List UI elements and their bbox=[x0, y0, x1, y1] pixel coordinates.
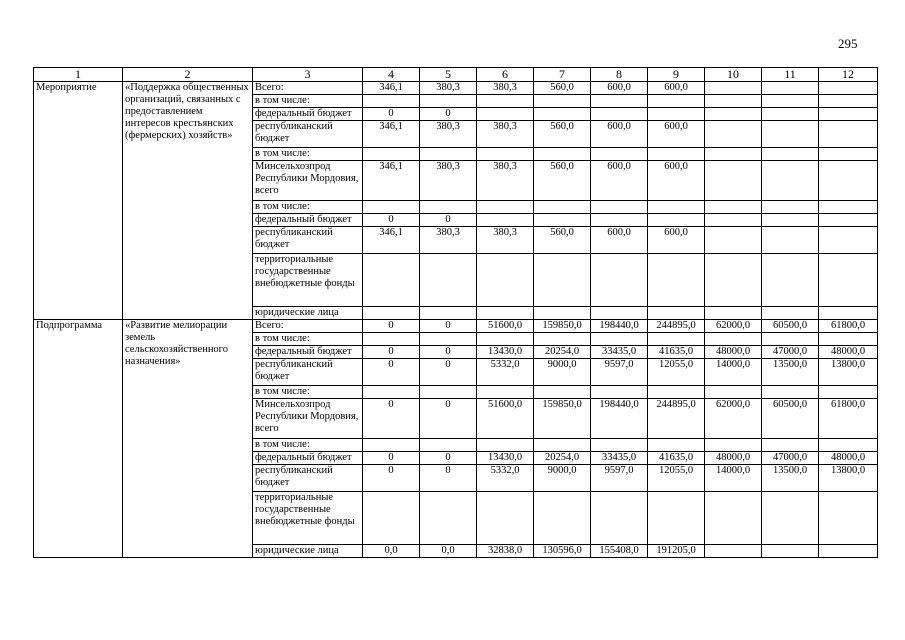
value-cell-col-6: 380,3 bbox=[477, 121, 534, 148]
value-cell-col-11 bbox=[762, 307, 819, 320]
value-cell-col-5: 380,3 bbox=[420, 161, 477, 201]
value-cell-col-12 bbox=[819, 161, 878, 201]
value-cell-col-12: 61800,0 bbox=[819, 399, 878, 439]
value-cell-col-5: 0 bbox=[420, 320, 477, 333]
value-cell-col-7: 560,0 bbox=[534, 121, 591, 148]
value-cell-col-10 bbox=[705, 545, 762, 558]
header-row bbox=[34, 68, 878, 82]
table-row bbox=[34, 82, 878, 95]
value-cell-col-11: 47000,0 bbox=[762, 452, 819, 465]
value-cell-col-4: 0,0 bbox=[363, 545, 420, 558]
funding-source-label: федеральный бюджет bbox=[253, 346, 363, 359]
table-body bbox=[34, 82, 878, 558]
value-cell-col-9 bbox=[648, 492, 705, 545]
value-cell-col-6: 380,3 bbox=[477, 227, 534, 254]
value-cell-col-12 bbox=[819, 227, 878, 254]
value-cell-col-8: 198440,0 bbox=[591, 320, 648, 333]
value-cell-col-10 bbox=[705, 82, 762, 95]
value-cell-col-7: 9000,0 bbox=[534, 465, 591, 492]
value-cell-col-4: 0 bbox=[363, 452, 420, 465]
value-cell-col-11 bbox=[762, 545, 819, 558]
value-cell-col-9: 600,0 bbox=[648, 82, 705, 95]
value-cell-col-4: 346,1 bbox=[363, 121, 420, 148]
value-cell-col-9: 12055,0 bbox=[648, 465, 705, 492]
value-cell-col-6 bbox=[477, 201, 534, 214]
value-cell-col-12 bbox=[819, 108, 878, 121]
value-cell-col-11 bbox=[762, 439, 819, 452]
value-cell-col-8 bbox=[591, 95, 648, 108]
value-cell-col-8: 600,0 bbox=[591, 227, 648, 254]
value-cell-col-5 bbox=[420, 201, 477, 214]
value-cell-col-7: 159850,0 bbox=[534, 320, 591, 333]
value-cell-col-8 bbox=[591, 201, 648, 214]
value-cell-col-9 bbox=[648, 307, 705, 320]
value-cell-col-12 bbox=[819, 254, 878, 307]
value-cell-col-9: 600,0 bbox=[648, 227, 705, 254]
value-cell-col-4: 346,1 bbox=[363, 227, 420, 254]
funding-source-label: Минсельхозпрод Республики Мордовия, всего bbox=[253, 161, 363, 201]
funding-source-label: федеральный бюджет bbox=[253, 108, 363, 121]
value-cell-col-5: 380,3 bbox=[420, 227, 477, 254]
value-cell-col-5: 0 bbox=[420, 108, 477, 121]
value-cell-col-5: 380,3 bbox=[420, 82, 477, 95]
value-cell-col-7 bbox=[534, 307, 591, 320]
value-cell-col-10 bbox=[705, 386, 762, 399]
value-cell-col-11: 13500,0 bbox=[762, 465, 819, 492]
funding-source-label: в том числе: bbox=[253, 386, 363, 399]
value-cell-col-8: 33435,0 bbox=[591, 346, 648, 359]
value-cell-col-11: 60500,0 bbox=[762, 399, 819, 439]
value-cell-col-11 bbox=[762, 201, 819, 214]
value-cell-col-6: 51600,0 bbox=[477, 320, 534, 333]
column-header-11: 11 bbox=[762, 68, 819, 82]
value-cell-col-8: 9597,0 bbox=[591, 465, 648, 492]
value-cell-col-7 bbox=[534, 108, 591, 121]
funding-source-label: республиканский бюджет bbox=[253, 465, 363, 492]
value-cell-col-6: 13430,0 bbox=[477, 346, 534, 359]
value-cell-col-6: 51600,0 bbox=[477, 399, 534, 439]
value-cell-col-4 bbox=[363, 201, 420, 214]
value-cell-col-5 bbox=[420, 148, 477, 161]
value-cell-col-11: 47000,0 bbox=[762, 346, 819, 359]
value-cell-col-12: 13800,0 bbox=[819, 359, 878, 386]
value-cell-col-8 bbox=[591, 108, 648, 121]
value-cell-col-6 bbox=[477, 108, 534, 121]
value-cell-col-12 bbox=[819, 214, 878, 227]
value-cell-col-8 bbox=[591, 307, 648, 320]
value-cell-col-9 bbox=[648, 148, 705, 161]
value-cell-col-5: 0 bbox=[420, 214, 477, 227]
value-cell-col-8 bbox=[591, 214, 648, 227]
value-cell-col-8 bbox=[591, 333, 648, 346]
value-cell-col-9: 244895,0 bbox=[648, 320, 705, 333]
value-cell-col-10 bbox=[705, 492, 762, 545]
value-cell-col-7 bbox=[534, 386, 591, 399]
value-cell-col-7: 9000,0 bbox=[534, 359, 591, 386]
column-header-6: 6 bbox=[477, 68, 534, 82]
value-cell-col-5: 0 bbox=[420, 346, 477, 359]
funding-source-label: в том числе: bbox=[253, 95, 363, 108]
value-cell-col-8: 600,0 bbox=[591, 121, 648, 148]
value-cell-col-6: 5332,0 bbox=[477, 465, 534, 492]
value-cell-col-8 bbox=[591, 254, 648, 307]
value-cell-col-9: 244895,0 bbox=[648, 399, 705, 439]
value-cell-col-8: 198440,0 bbox=[591, 399, 648, 439]
funding-source-label: территориальные государственные внебюджетные фонды bbox=[253, 254, 363, 307]
value-cell-col-9: 41635,0 bbox=[648, 452, 705, 465]
value-cell-col-4: 0 bbox=[363, 320, 420, 333]
value-cell-col-5 bbox=[420, 386, 477, 399]
column-header-8: 8 bbox=[591, 68, 648, 82]
value-cell-col-11 bbox=[762, 148, 819, 161]
value-cell-col-6 bbox=[477, 254, 534, 307]
value-cell-col-5: 0 bbox=[420, 399, 477, 439]
column-header-9: 9 bbox=[648, 68, 705, 82]
value-cell-col-6 bbox=[477, 386, 534, 399]
column-header-5: 5 bbox=[420, 68, 477, 82]
value-cell-col-11 bbox=[762, 227, 819, 254]
funding-source-label: юридические лица bbox=[253, 545, 363, 558]
value-cell-col-4: 0 bbox=[363, 346, 420, 359]
value-cell-col-6 bbox=[477, 333, 534, 346]
value-cell-col-11 bbox=[762, 82, 819, 95]
value-cell-col-7 bbox=[534, 492, 591, 545]
funding-source-label: республиканский бюджет bbox=[253, 359, 363, 386]
value-cell-col-9 bbox=[648, 95, 705, 108]
value-cell-col-5 bbox=[420, 333, 477, 346]
value-cell-col-11 bbox=[762, 214, 819, 227]
funding-source-label: Всего: bbox=[253, 82, 363, 95]
value-cell-col-8: 155408,0 bbox=[591, 545, 648, 558]
value-cell-col-4: 346,1 bbox=[363, 161, 420, 201]
value-cell-col-4 bbox=[363, 148, 420, 161]
value-cell-col-5 bbox=[420, 254, 477, 307]
value-cell-col-12: 48000,0 bbox=[819, 346, 878, 359]
page-number: 295 bbox=[838, 36, 858, 51]
value-cell-col-11 bbox=[762, 254, 819, 307]
value-cell-col-4 bbox=[363, 386, 420, 399]
value-cell-col-12 bbox=[819, 492, 878, 545]
value-cell-col-10 bbox=[705, 227, 762, 254]
value-cell-col-12 bbox=[819, 148, 878, 161]
value-cell-col-6 bbox=[477, 95, 534, 108]
value-cell-col-8 bbox=[591, 148, 648, 161]
value-cell-col-9 bbox=[648, 201, 705, 214]
value-cell-col-12 bbox=[819, 307, 878, 320]
value-cell-col-12 bbox=[819, 386, 878, 399]
value-cell-col-6 bbox=[477, 214, 534, 227]
column-header-10: 10 bbox=[705, 68, 762, 82]
column-header-7: 7 bbox=[534, 68, 591, 82]
value-cell-col-11 bbox=[762, 161, 819, 201]
value-cell-col-9: 12055,0 bbox=[648, 359, 705, 386]
value-cell-col-11: 60500,0 bbox=[762, 320, 819, 333]
value-cell-col-10: 62000,0 bbox=[705, 320, 762, 333]
funding-source-label: в том числе: bbox=[253, 333, 363, 346]
value-cell-col-12 bbox=[819, 121, 878, 148]
section-type: Подпрограмма bbox=[34, 320, 123, 558]
value-cell-col-12 bbox=[819, 82, 878, 95]
funding-source-label: в том числе: bbox=[253, 148, 363, 161]
value-cell-col-4: 346,1 bbox=[363, 82, 420, 95]
value-cell-col-11 bbox=[762, 492, 819, 545]
funding-source-label: Всего: bbox=[253, 320, 363, 333]
value-cell-col-10 bbox=[705, 307, 762, 320]
value-cell-col-10 bbox=[705, 214, 762, 227]
value-cell-col-7 bbox=[534, 201, 591, 214]
value-cell-col-10 bbox=[705, 254, 762, 307]
value-cell-col-8: 600,0 bbox=[591, 161, 648, 201]
value-cell-col-6: 380,3 bbox=[477, 82, 534, 95]
value-cell-col-10 bbox=[705, 121, 762, 148]
value-cell-col-11 bbox=[762, 333, 819, 346]
value-cell-col-6: 13430,0 bbox=[477, 452, 534, 465]
funding-source-label: федеральный бюджет bbox=[253, 214, 363, 227]
funding-source-label: Минсельхозпрод Республики Мордовия, всего bbox=[253, 399, 363, 439]
value-cell-col-9: 41635,0 bbox=[648, 346, 705, 359]
value-cell-col-7: 130596,0 bbox=[534, 545, 591, 558]
value-cell-col-5: 0 bbox=[420, 452, 477, 465]
value-cell-col-9: 600,0 bbox=[648, 121, 705, 148]
value-cell-col-4 bbox=[363, 333, 420, 346]
value-cell-col-6 bbox=[477, 307, 534, 320]
value-cell-col-5 bbox=[420, 95, 477, 108]
value-cell-col-6: 32838,0 bbox=[477, 545, 534, 558]
value-cell-col-5 bbox=[420, 492, 477, 545]
value-cell-col-6 bbox=[477, 492, 534, 545]
value-cell-col-10: 48000,0 bbox=[705, 452, 762, 465]
value-cell-col-12: 13800,0 bbox=[819, 465, 878, 492]
column-header-12: 12 bbox=[819, 68, 878, 82]
value-cell-col-10: 62000,0 bbox=[705, 399, 762, 439]
value-cell-col-12 bbox=[819, 545, 878, 558]
value-cell-col-9 bbox=[648, 439, 705, 452]
value-cell-col-10 bbox=[705, 108, 762, 121]
value-cell-col-11 bbox=[762, 386, 819, 399]
value-cell-col-10 bbox=[705, 95, 762, 108]
funding-source-label: республиканский бюджет bbox=[253, 121, 363, 148]
value-cell-col-10 bbox=[705, 439, 762, 452]
value-cell-col-7 bbox=[534, 214, 591, 227]
value-cell-col-5 bbox=[420, 307, 477, 320]
value-cell-col-7 bbox=[534, 439, 591, 452]
section-type: Мероприятие bbox=[34, 82, 123, 320]
value-cell-col-7: 20254,0 bbox=[534, 452, 591, 465]
value-cell-col-6 bbox=[477, 148, 534, 161]
value-cell-col-10 bbox=[705, 201, 762, 214]
value-cell-col-6: 380,3 bbox=[477, 161, 534, 201]
value-cell-col-10 bbox=[705, 161, 762, 201]
funding-source-label: юридические лица bbox=[253, 307, 363, 320]
value-cell-col-9: 600,0 bbox=[648, 161, 705, 201]
value-cell-col-5: 380,3 bbox=[420, 121, 477, 148]
value-cell-col-4 bbox=[363, 95, 420, 108]
column-header-1: 1 bbox=[34, 68, 123, 82]
value-cell-col-9 bbox=[648, 108, 705, 121]
value-cell-col-11 bbox=[762, 108, 819, 121]
value-cell-col-7: 20254,0 bbox=[534, 346, 591, 359]
section-name: «Поддержка общественных организаций, связанных с предоставлением интересов крестьянских (фермерских) хозяйств» bbox=[123, 82, 253, 320]
value-cell-col-7: 159850,0 bbox=[534, 399, 591, 439]
value-cell-col-9: 191205,0 bbox=[648, 545, 705, 558]
value-cell-col-9 bbox=[648, 333, 705, 346]
column-header-4: 4 bbox=[363, 68, 420, 82]
value-cell-col-8 bbox=[591, 492, 648, 545]
value-cell-col-7 bbox=[534, 333, 591, 346]
value-cell-col-7: 560,0 bbox=[534, 227, 591, 254]
funding-source-label: в том числе: bbox=[253, 201, 363, 214]
table-row bbox=[34, 320, 878, 333]
value-cell-col-12 bbox=[819, 201, 878, 214]
funding-source-label: республиканский бюджет bbox=[253, 227, 363, 254]
value-cell-col-7 bbox=[534, 148, 591, 161]
funding-source-label: в том числе: bbox=[253, 439, 363, 452]
value-cell-col-7: 560,0 bbox=[534, 161, 591, 201]
value-cell-col-8: 9597,0 bbox=[591, 359, 648, 386]
column-header-2: 2 bbox=[123, 68, 253, 82]
value-cell-col-4: 0 bbox=[363, 399, 420, 439]
value-cell-col-10 bbox=[705, 148, 762, 161]
value-cell-col-7 bbox=[534, 95, 591, 108]
value-cell-col-6 bbox=[477, 439, 534, 452]
value-cell-col-9 bbox=[648, 254, 705, 307]
value-cell-col-9 bbox=[648, 214, 705, 227]
value-cell-col-12 bbox=[819, 439, 878, 452]
value-cell-col-10: 14000,0 bbox=[705, 465, 762, 492]
budget-table bbox=[33, 67, 878, 558]
value-cell-col-4: 0 bbox=[363, 359, 420, 386]
value-cell-col-12: 61800,0 bbox=[819, 320, 878, 333]
value-cell-col-7: 560,0 bbox=[534, 82, 591, 95]
value-cell-col-4 bbox=[363, 439, 420, 452]
value-cell-col-12: 48000,0 bbox=[819, 452, 878, 465]
value-cell-col-4: 0 bbox=[363, 465, 420, 492]
column-header-3: 3 bbox=[253, 68, 363, 82]
value-cell-col-4 bbox=[363, 254, 420, 307]
value-cell-col-9 bbox=[648, 386, 705, 399]
value-cell-col-8 bbox=[591, 386, 648, 399]
funding-source-label: федеральный бюджет bbox=[253, 452, 363, 465]
section-name: «Развитие мелиорации земель сельскохозяйственного назначения» bbox=[123, 320, 253, 558]
value-cell-col-11 bbox=[762, 121, 819, 148]
value-cell-col-11: 13500,0 bbox=[762, 359, 819, 386]
value-cell-col-8: 600,0 bbox=[591, 82, 648, 95]
value-cell-col-5: 0 bbox=[420, 465, 477, 492]
funding-source-label: территориальные государственные внебюджетные фонды bbox=[253, 492, 363, 545]
value-cell-col-5: 0 bbox=[420, 359, 477, 386]
value-cell-col-4 bbox=[363, 307, 420, 320]
value-cell-col-4 bbox=[363, 492, 420, 545]
value-cell-col-7 bbox=[534, 254, 591, 307]
value-cell-col-12 bbox=[819, 333, 878, 346]
value-cell-col-8 bbox=[591, 439, 648, 452]
value-cell-col-6: 5332,0 bbox=[477, 359, 534, 386]
table-header-row bbox=[34, 68, 878, 82]
value-cell-col-5 bbox=[420, 439, 477, 452]
value-cell-col-10: 14000,0 bbox=[705, 359, 762, 386]
value-cell-col-8: 33435,0 bbox=[591, 452, 648, 465]
value-cell-col-5: 0,0 bbox=[420, 545, 477, 558]
value-cell-col-10: 48000,0 bbox=[705, 346, 762, 359]
value-cell-col-10 bbox=[705, 333, 762, 346]
value-cell-col-4: 0 bbox=[363, 108, 420, 121]
value-cell-col-11 bbox=[762, 95, 819, 108]
value-cell-col-12 bbox=[819, 95, 878, 108]
value-cell-col-4: 0 bbox=[363, 214, 420, 227]
